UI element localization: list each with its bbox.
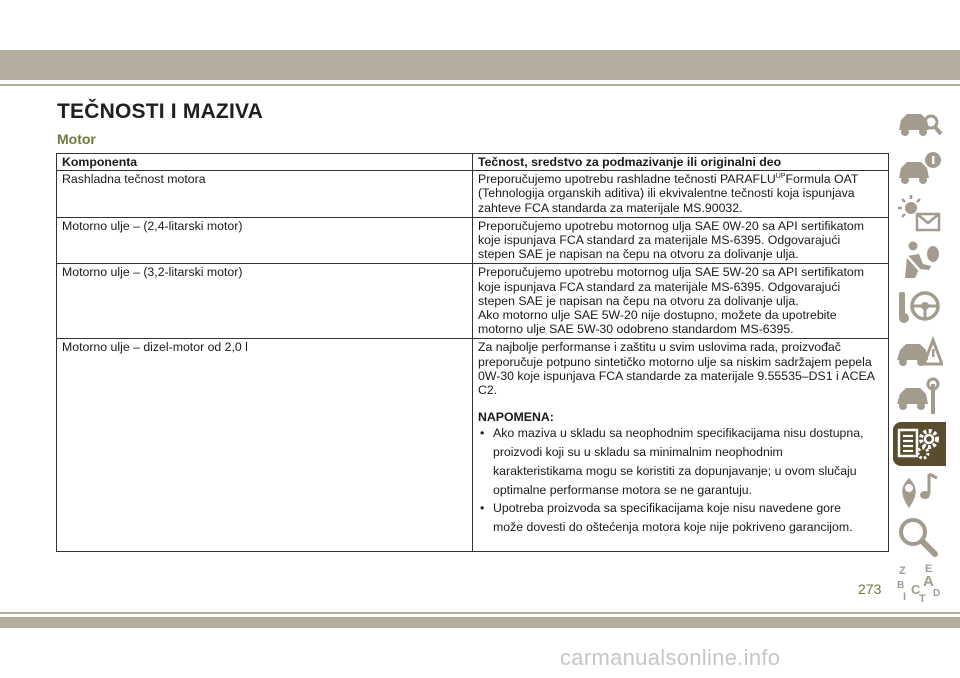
index-letters-icon [893,560,943,604]
tab-car-magnifier[interactable] [893,100,943,144]
description-line: Preporučujemo upotrebu motornog ulja SAE 5W-20 sa API sertifikatom [478,265,864,280]
note-item [478,424,883,499]
note-line: optimalne performanse motora se ne garantuju. [493,482,753,497]
index-letter: A [923,573,934,590]
index-letter: E [925,563,933,575]
description-line: stepen SAE je napisan na čepu na otvoru za dolivanje ulja. [478,247,799,262]
fluid-description-cell [473,264,889,339]
specifications-gear-icon [893,422,943,466]
description-line: motorno ulje SAE 5W-30 odobreno standardom MS-6395. [478,322,794,337]
top-divider-line [0,84,960,86]
section-title: Motor [57,131,96,147]
tab-search[interactable] [893,514,943,558]
car-info-icon [893,146,943,190]
search-icon [893,514,943,558]
index-letter: D [933,588,941,599]
bullet-icon: • [480,501,485,516]
warning-lights-message-icon [893,192,943,236]
tab-car-info[interactable] [893,146,943,190]
superscript-text: UP [775,173,786,181]
description-line: stepen SAE je napisan na čepu na otvoru za dolivanje ulja. [478,293,799,308]
car-wrench-icon [893,376,943,420]
note-line: Ako maziva u skladu sa neophodnim specifikacijama nisu dostupna, [493,426,864,441]
note-title: NAPOMENA: [478,410,554,425]
tab-multimedia[interactable] [893,468,943,512]
description-line: zahteve FCA standarda za materijale MS.90032. [478,200,743,215]
table-row [57,339,889,551]
index-letter: C [911,582,921,597]
multimedia-icon [893,468,943,512]
description-line: 0W-30 koje ispunjava FCA standarde za materijale 9.55535–DS1 i ACEA [478,368,875,383]
index-letter: B [897,580,905,591]
bullet-icon: • [480,426,485,441]
note-line: Upotreba proizvoda sa specifikacijama koje nisu navedene gore [493,501,841,516]
tab-seatbelt-airbag[interactable] [893,238,943,282]
description-line: (Tehnologija organskih aditiva) ili ekvivalentne tečnosti koja ispunjava [478,186,855,201]
page-number: 273 [858,581,882,597]
table-row [57,171,889,218]
bottom-divider-line [0,612,960,614]
note-list [478,424,883,536]
component-cell: Motorno ulje – dizel-motor od 2,0 l [57,339,473,551]
description-line: koje ispunjava FCA standard za materijale MS-6395. Odgovarajući [478,233,841,248]
fluids-table [56,153,889,552]
description-line: preporučuje potpuno sintetičko motorno ulje sa niskim sadržajem pepela [478,354,872,369]
description-line: Za najbolje performanse i zaštitu u svim uslovima rada, proizvođač [478,340,841,355]
watermark-text: carmanualsonline.info [560,645,781,670]
tab-index[interactable] [893,560,943,604]
description-line: koje ispunjava FCA standard za materijale MS-6395. Odgovarajući [478,279,841,294]
car-hazard-icon [893,330,943,374]
tab-steering-wheel[interactable] [893,284,943,328]
note-line: proizvodi koji su u skladu sa minimalnim neophodnim [493,445,783,460]
description-line: C2. [478,383,498,398]
component-cell: Motorno ulje – (2,4-litarski motor) [57,217,473,264]
note-item [478,499,883,536]
seatbelt-airbag-icon [893,238,943,282]
tab-warning-lights[interactable] [893,192,943,236]
description-text: Preporučujemo upotrebu rashladne tečnosti PARAFLU [478,172,776,187]
top-decorative-band [0,50,960,80]
tab-car-hazard[interactable] [893,330,943,374]
fluid-description-cell [473,171,889,218]
tab-specifications[interactable] [893,422,946,466]
table-row [57,264,889,339]
component-cell: Rashladna tečnost motora [57,171,473,218]
column-header-fluid: Tečnost, sredstvo za podmazivanje ili originalni deo [473,154,889,171]
description-line: Preporučujemo upotrebu motornog ulja SAE 0W-20 sa API sertifikatom [478,218,864,233]
component-cell: Motorno ulje – (3,2-litarski motor) [57,264,473,339]
tab-car-wrench[interactable] [893,376,943,420]
note-line: karakteristikama mogu se koristiti za dopunjavanje; u ovom slučaju [493,463,857,478]
table-header-row [57,154,889,171]
index-letter: T [919,593,926,604]
column-header-component: Komponenta [57,154,473,171]
car-magnifier-icon [893,100,943,144]
fluid-description-cell [473,339,889,551]
note-line: može dovesti do oštećenja motora koje nije pokriveno garancijom. [493,519,853,534]
table-row [57,217,889,264]
steering-wheel-icon [893,284,943,328]
page-title: TEČNOSTI I MAZIVA [57,100,264,123]
description-line: Ako motorno ulje SAE 5W-20 nije dostupno, možete da upotrebite [478,308,837,323]
fluid-description-cell [473,217,889,264]
index-letter: I [903,591,907,603]
description-text: Formula OAT [785,172,859,187]
bottom-decorative-band [0,617,960,628]
description-line [478,172,883,186]
index-letter: Z [899,565,906,577]
